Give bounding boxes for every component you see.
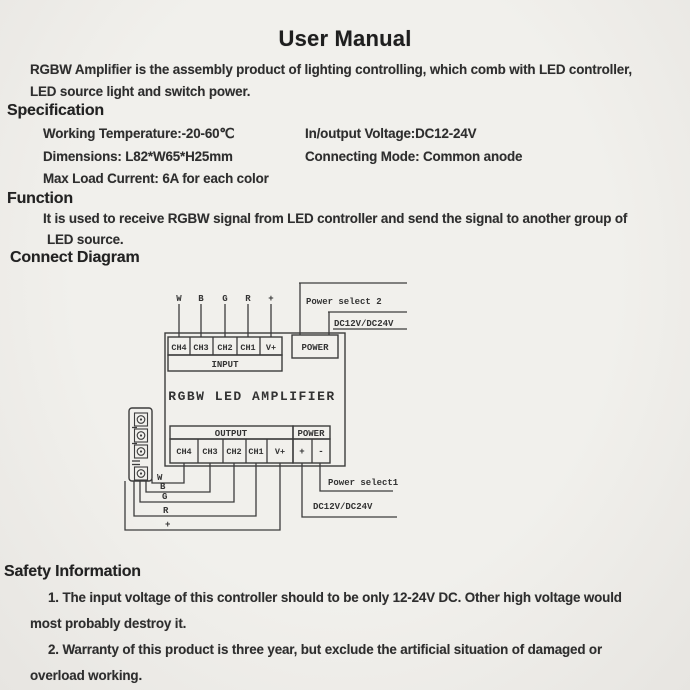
output-terminal-ch1: CH1 (248, 447, 264, 457)
output-power-label: POWER (297, 429, 325, 439)
input-power-label: POWER (301, 343, 329, 353)
output-power-terminal-plus: + (299, 447, 305, 457)
function-line-1: It is used to receive RGBW signal from LED controller and send the signal to another group of (43, 211, 628, 226)
power-select-1-label: Power select1 (328, 478, 399, 488)
input-terminal-ch3: CH3 (193, 343, 209, 353)
spec-max-load-current: Max Load Current: 6A for each color (43, 171, 269, 186)
input-terminal-vplus: V+ (265, 343, 277, 353)
power-select-1-voltage: DC12V/DC24V (313, 502, 373, 512)
output-terminal-vplus: V+ (274, 447, 286, 457)
output-wire-plus (125, 463, 280, 530)
spec-dimensions: Dimensions: L82*W65*H25mm (43, 149, 233, 164)
power-select-2-label: Power select 2 (306, 297, 382, 307)
connect-diagram (0, 278, 690, 548)
input-terminal-ch1: CH1 (240, 343, 256, 353)
intro-line-1: RGBW Amplifier is the assembly product of lighting controlling, which comb with LED controller, (30, 62, 633, 77)
screw-dot-icon (140, 472, 142, 474)
output-wire-label-w: W (157, 473, 163, 483)
input-terminal-ch2: CH2 (217, 343, 233, 353)
power-select-2-voltage: DC12V/DC24V (334, 319, 394, 329)
output-power-terminal-minus: - (318, 447, 324, 457)
input-group-label: INPUT (211, 360, 239, 370)
output-group-label: OUTPUT (214, 429, 248, 439)
safety-line-1: 1. The input voltage of this controller should to be only 12-24V DC. Other high voltage would (48, 590, 622, 605)
output-wire-label-plus: + (165, 520, 171, 530)
output-wire-label-r: R (163, 506, 169, 516)
input-wire-label-b: B (198, 294, 204, 304)
intro-line-2: LED source light and switch power. (30, 84, 251, 99)
output-wire-label-b: B (160, 482, 166, 492)
page-title: User Manual (278, 26, 412, 51)
input-wire-label-g: G (222, 294, 228, 304)
input-wire-label-r: R (245, 294, 251, 304)
safety-line-2: most probably destroy it. (30, 616, 187, 631)
spec-working-temperature: Working Temperature:-20-60℃ (43, 126, 235, 141)
spec-connecting-mode: Connecting Mode: Common anode (305, 149, 523, 164)
input-wire-label-plus: + (268, 294, 274, 304)
output-wire-label-g: G (162, 492, 168, 502)
input-wire-label-w: W (176, 294, 182, 304)
specification-heading: Specification (7, 102, 104, 119)
connect-diagram-heading: Connect Diagram (10, 249, 140, 266)
amplifier-label: RGBW LED AMPLIFIER (168, 389, 336, 404)
output-terminal-ch3: CH3 (202, 447, 218, 457)
safety-heading: Safety Information (4, 563, 141, 580)
output-wire-b (146, 463, 210, 492)
spec-io-voltage: In/output Voltage:DC12-24V (305, 126, 477, 141)
screw-dot-icon (140, 434, 142, 436)
output-terminal-ch4: CH4 (176, 447, 192, 457)
screw-dot-icon (140, 418, 142, 420)
input-terminal-ch4: CH4 (171, 343, 187, 353)
screw-dot-icon (140, 450, 142, 452)
function-line-2: LED source. (47, 232, 124, 247)
safety-line-3: 2. Warranty of this product is three year, but exclude the artificial situation of damaged or (48, 642, 603, 657)
output-terminal-ch2: CH2 (226, 447, 242, 457)
function-heading: Function (7, 190, 73, 207)
safety-line-4: overload working. (30, 668, 143, 683)
